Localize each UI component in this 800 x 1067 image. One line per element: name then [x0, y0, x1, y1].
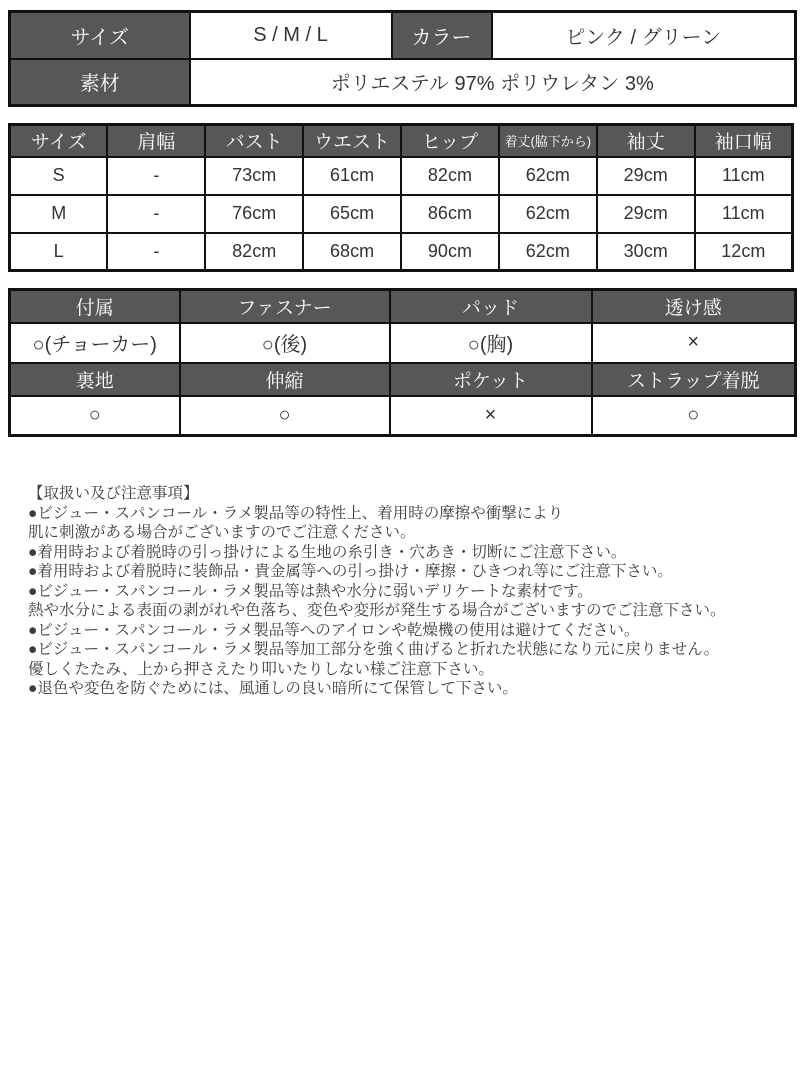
cell-shoulder: - — [107, 157, 205, 195]
cell-length: 62cm — [499, 233, 597, 271]
attr-value-row-2 — [10, 396, 796, 436]
notes-line: 優しくたたみ、上から押さえたり叩いたりしない様ご注意下さい。 — [28, 660, 494, 678]
cell-bust: 76cm — [205, 195, 303, 233]
attr-header-fastener: ファスナー — [180, 290, 390, 323]
meta-table — [8, 10, 797, 107]
col-header-sleeve: 袖丈 — [597, 125, 695, 157]
handling-notes — [28, 484, 788, 699]
notes-line: ●ビジュー・スパンコール・ラメ製品等の特性上、着用時の摩擦や衝撃により — [28, 504, 564, 522]
cell-hip: 86cm — [401, 195, 499, 233]
cell-shoulder: - — [107, 195, 205, 233]
col-header-size: サイズ — [10, 125, 108, 157]
notes-line: 熱や水分による表面の剥がれや色落ち、変色や変形が発生する場合がございますのでご注意下さい。 — [28, 602, 726, 619]
notes-line: ●退色や変色を防ぐためには、風通しの良い暗所にて保管して下さい。 — [28, 680, 518, 697]
cell-waist: 68cm — [303, 233, 401, 271]
attr-header-accessory: 付属 — [10, 290, 180, 323]
attr-header-row-1 — [10, 290, 796, 323]
attr-value-stretch: ○ — [180, 396, 390, 436]
attr-value-strap: ○ — [592, 396, 796, 436]
cell-length: 62cm — [499, 157, 597, 195]
notes-line: ●着用時および着脱時に装飾品・貴金属等への引っ掛け・摩擦・ひきつれ等にご注意下さい。 — [28, 563, 673, 580]
cell-waist: 61cm — [303, 157, 401, 195]
attr-value-fastener: ○(後) — [180, 323, 390, 363]
size-row-s — [10, 157, 793, 195]
attr-value-lining: ○ — [10, 396, 180, 436]
cell-hip: 90cm — [401, 233, 499, 271]
cell-shoulder: - — [107, 233, 205, 271]
attr-header-stretch: 伸縮 — [180, 363, 390, 396]
cell-size: M — [10, 195, 108, 233]
attr-value-pocket: × — [390, 396, 592, 436]
meta-row-size-color — [10, 12, 796, 59]
attr-value-sheerness: × — [592, 323, 796, 363]
size-chart-table — [8, 123, 794, 272]
cell-size: S — [10, 157, 108, 195]
col-header-hip: ヒップ — [401, 125, 499, 157]
col-header-waist: ウエスト — [303, 125, 401, 157]
size-chart-header-row — [10, 125, 793, 157]
cell-sleeve: 30cm — [597, 233, 695, 271]
notes-line: ●ビジュー・スパンコール・ラメ製品等は熱や水分に弱いデリケートな素材です。 — [28, 582, 593, 600]
cell-sleeve: 29cm — [597, 195, 695, 233]
attributes-table — [8, 288, 797, 437]
notes-line: 肌に刺激がある場合がございますのでご注意ください。 — [28, 524, 416, 541]
cell-hip: 82cm — [401, 157, 499, 195]
size-options-label: サイズ — [10, 12, 190, 59]
color-label: カラー — [392, 12, 492, 59]
cell-cuff: 11cm — [695, 195, 793, 233]
color-value: ピンク / グリーン — [492, 12, 796, 59]
attr-header-pocket: ポケット — [390, 363, 592, 396]
col-header-length: 着丈(脇下から) — [499, 125, 597, 157]
cell-bust: 82cm — [205, 233, 303, 271]
notes-line: ●ビジュー・スパンコール・ラメ製品等へのアイロンや乾燥機の使用は避けてください。 — [28, 621, 640, 639]
attr-header-strap: ストラップ着脱 — [592, 363, 796, 396]
meta-row-material — [10, 59, 796, 106]
material-value: ポリエステル 97% ポリウレタン 3% — [190, 59, 796, 106]
notes-line: ●ビジュー・スパンコール・ラメ製品等加工部分を強く曲げると折れた状態になり元に戻りません。 — [28, 641, 720, 658]
notes-title: 【取扱い及び注意事項】 — [28, 485, 199, 502]
size-row-m — [10, 195, 793, 233]
cell-bust: 73cm — [205, 157, 303, 195]
attr-header-lining: 裏地 — [10, 363, 180, 396]
cell-cuff: 12cm — [695, 233, 793, 271]
col-header-bust: バスト — [205, 125, 303, 157]
attr-header-sheerness: 透け感 — [592, 290, 796, 323]
col-header-cuff: 袖口幅 — [695, 125, 793, 157]
col-header-shoulder: 肩幅 — [107, 125, 205, 157]
attr-value-accessory: ○(チョーカー) — [10, 323, 180, 363]
notes-line: ●着用時および着脱時の引っ掛けによる生地の糸引き・穴あき・切断にご注意下さい。 — [28, 543, 627, 561]
cell-length: 62cm — [499, 195, 597, 233]
material-label: 素材 — [10, 59, 190, 106]
cell-sleeve: 29cm — [597, 157, 695, 195]
attr-value-pad: ○(胸) — [390, 323, 592, 363]
attr-value-row-1 — [10, 323, 796, 363]
attr-header-row-2 — [10, 363, 796, 396]
attr-header-pad: パッド — [390, 290, 592, 323]
size-options-value: S / M / L — [190, 12, 392, 59]
size-row-l — [10, 233, 793, 271]
cell-cuff: 11cm — [695, 157, 793, 195]
cell-waist: 65cm — [303, 195, 401, 233]
cell-size: L — [10, 233, 108, 271]
